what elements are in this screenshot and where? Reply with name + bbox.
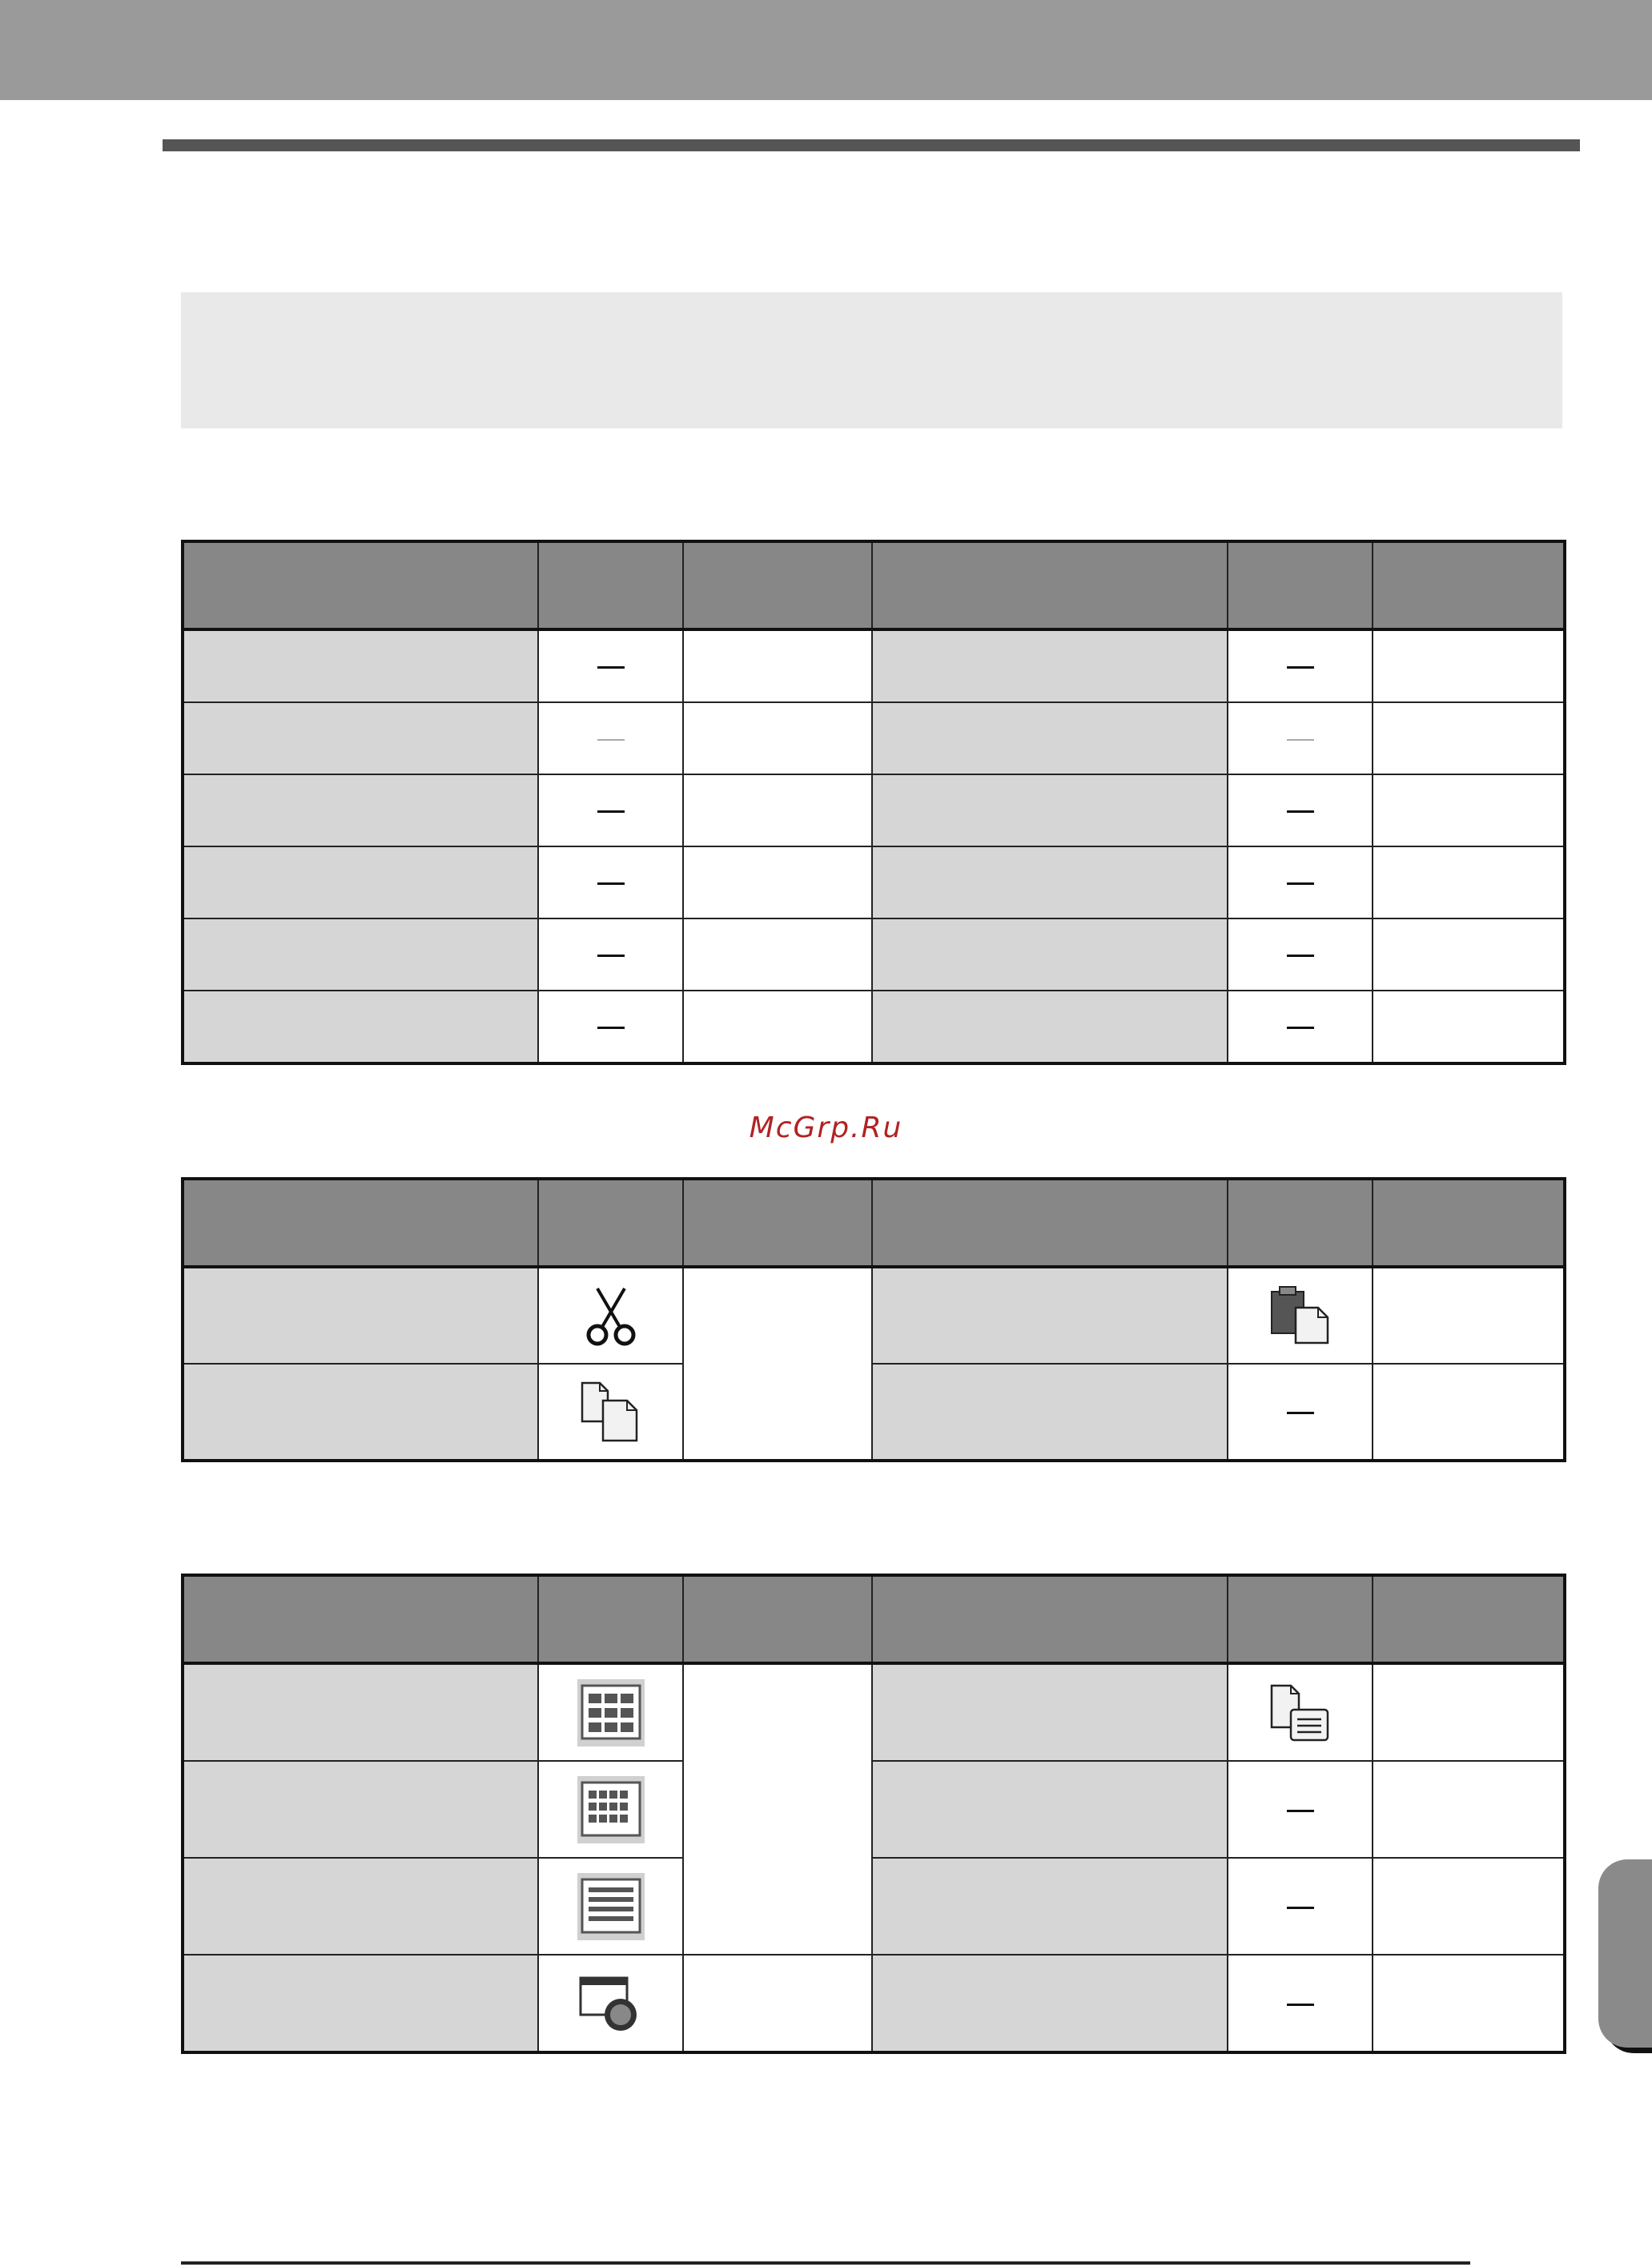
icon-cell xyxy=(538,918,683,991)
icon-cell xyxy=(1228,1267,1373,1364)
table-row xyxy=(183,702,1565,774)
command-name-cell xyxy=(872,1761,1228,1858)
shortcut-cell xyxy=(683,629,872,702)
command-name-cell xyxy=(183,702,538,774)
header-cell-shortcut xyxy=(683,541,872,629)
no-icon-dash xyxy=(1287,739,1314,741)
header-cell-command xyxy=(183,1179,538,1267)
command-name-cell xyxy=(183,1761,538,1858)
command-name-cell xyxy=(183,1663,538,1761)
shortcut-cell xyxy=(1373,846,1565,918)
header-cell-shortcut xyxy=(1373,541,1565,629)
icon-cell xyxy=(1228,1858,1373,1955)
clipboard-paste-icon xyxy=(1268,1285,1332,1346)
icon-cell xyxy=(1228,1761,1373,1858)
header-cell-icon xyxy=(1228,1179,1373,1267)
header-cell-command xyxy=(872,1179,1228,1267)
shortcut-cell xyxy=(683,918,872,991)
header-cell-icon xyxy=(538,1575,683,1663)
menu-command-table-3 xyxy=(181,1574,1566,2054)
header-cell-icon xyxy=(1228,541,1373,629)
window-capture-icon xyxy=(577,1973,645,2034)
command-name-cell xyxy=(183,1364,538,1461)
command-name-cell xyxy=(872,702,1228,774)
shortcut-cell xyxy=(1373,702,1565,774)
header-cell-shortcut xyxy=(1373,1575,1565,1663)
shortcut-cell xyxy=(1373,991,1565,1063)
no-icon-dash xyxy=(1287,1027,1314,1029)
table-header-row xyxy=(183,1575,1565,1663)
command-name-cell xyxy=(872,1955,1228,2052)
list-view-icon xyxy=(577,1873,645,1940)
no-icon-dash xyxy=(597,955,625,957)
icon-cell xyxy=(538,774,683,846)
header-cell-command xyxy=(872,541,1228,629)
table-row xyxy=(183,774,1565,846)
command-name-cell xyxy=(872,629,1228,702)
no-icon-dash xyxy=(1287,882,1314,885)
table-row xyxy=(183,918,1565,991)
header-cell-command xyxy=(183,541,538,629)
command-name-cell xyxy=(872,991,1228,1063)
command-name-cell xyxy=(183,774,538,846)
page-header-band xyxy=(0,0,1652,100)
no-icon-dash xyxy=(597,1027,625,1029)
header-cell-icon xyxy=(1228,1575,1373,1663)
table-row xyxy=(183,629,1565,702)
shortcut-cell xyxy=(683,702,872,774)
command-name-cell xyxy=(183,1267,538,1364)
table-row xyxy=(183,1364,1565,1461)
no-icon-dash xyxy=(1287,955,1314,957)
shortcut-cell xyxy=(1373,1955,1565,2052)
header-cell-shortcut xyxy=(683,1179,872,1267)
command-name-cell xyxy=(183,1858,538,1955)
no-icon-dash xyxy=(597,810,625,813)
command-name-cell xyxy=(872,918,1228,991)
small-thumbnail-view-icon xyxy=(577,1776,645,1843)
table-row xyxy=(183,1858,1565,1955)
no-icon-dash xyxy=(1287,1907,1314,1909)
icon-cell xyxy=(538,1761,683,1858)
table-row xyxy=(183,991,1565,1063)
icon-cell xyxy=(538,702,683,774)
command-name-cell xyxy=(872,1364,1228,1461)
table-header-row xyxy=(183,541,1565,629)
table-row xyxy=(183,846,1565,918)
no-icon-dash xyxy=(1287,1412,1314,1414)
shortcut-cell xyxy=(683,1955,872,2052)
menu-command-table-1 xyxy=(181,540,1566,1065)
icon-cell xyxy=(1228,1955,1373,2052)
no-icon-dash xyxy=(1287,666,1314,669)
shortcut-cell xyxy=(683,1267,872,1461)
no-icon-dash xyxy=(1287,2004,1314,2006)
menu-command-table-2 xyxy=(181,1177,1566,1462)
table-row xyxy=(183,1955,1565,2052)
command-name-cell xyxy=(872,774,1228,846)
icon-cell xyxy=(1228,846,1373,918)
section-title-rule xyxy=(163,139,1580,151)
shortcut-cell xyxy=(1373,1761,1565,1858)
large-thumbnail-view-icon xyxy=(577,1679,645,1746)
icon-cell xyxy=(1228,1364,1373,1461)
header-cell-icon xyxy=(538,1179,683,1267)
command-name-cell xyxy=(183,1955,538,2052)
no-icon-dash xyxy=(1287,1810,1314,1812)
icon-cell xyxy=(1228,629,1373,702)
shortcut-cell xyxy=(1373,1858,1565,1955)
icon-cell xyxy=(538,1858,683,1955)
note-panel xyxy=(181,292,1562,428)
command-name-cell xyxy=(872,1267,1228,1364)
table-row xyxy=(183,1663,1565,1761)
command-name-cell xyxy=(872,1663,1228,1761)
shortcut-cell xyxy=(1373,774,1565,846)
command-name-cell xyxy=(872,1858,1228,1955)
paste-as-text-icon xyxy=(1268,1682,1332,1743)
table-row xyxy=(183,1761,1565,1858)
chapter-tab xyxy=(1598,1859,1652,2048)
shortcut-cell xyxy=(1373,629,1565,702)
header-cell-shortcut xyxy=(683,1575,872,1663)
shortcut-cell xyxy=(683,846,872,918)
table-header-row xyxy=(183,1179,1565,1267)
no-icon-dash xyxy=(597,882,625,885)
icon-cell xyxy=(1228,991,1373,1063)
shortcut-cell xyxy=(683,1663,872,1955)
icon-cell xyxy=(1228,702,1373,774)
header-cell-command xyxy=(183,1575,538,1663)
shortcut-cell xyxy=(683,991,872,1063)
scissors-cut-icon xyxy=(583,1284,639,1348)
command-name-cell xyxy=(183,629,538,702)
no-icon-dash xyxy=(1287,810,1314,813)
icon-cell xyxy=(1228,774,1373,846)
no-icon-dash xyxy=(597,666,625,669)
icon-cell xyxy=(538,1955,683,2052)
command-name-cell xyxy=(183,991,538,1063)
icon-cell xyxy=(538,1663,683,1761)
command-name-cell xyxy=(183,846,538,918)
command-name-cell xyxy=(872,846,1228,918)
watermark-text: McGrp.Ru xyxy=(749,1111,903,1144)
command-name-cell xyxy=(183,918,538,991)
shortcut-cell xyxy=(1373,1364,1565,1461)
shortcut-cell xyxy=(683,774,872,846)
header-cell-icon xyxy=(538,541,683,629)
header-cell-command xyxy=(872,1575,1228,1663)
no-icon-dash xyxy=(597,739,625,741)
icon-cell xyxy=(538,846,683,918)
footer-rule xyxy=(181,2261,1470,2265)
icon-cell xyxy=(538,1364,683,1461)
table-row xyxy=(183,1267,1565,1364)
shortcut-cell xyxy=(1373,1663,1565,1761)
shortcut-cell xyxy=(1373,1267,1565,1364)
icon-cell xyxy=(538,629,683,702)
icon-cell xyxy=(538,1267,683,1364)
copy-documents-icon xyxy=(579,1380,643,1444)
shortcut-cell xyxy=(1373,918,1565,991)
icon-cell xyxy=(1228,918,1373,991)
icon-cell xyxy=(538,991,683,1063)
icon-cell xyxy=(1228,1663,1373,1761)
header-cell-shortcut xyxy=(1373,1179,1565,1267)
